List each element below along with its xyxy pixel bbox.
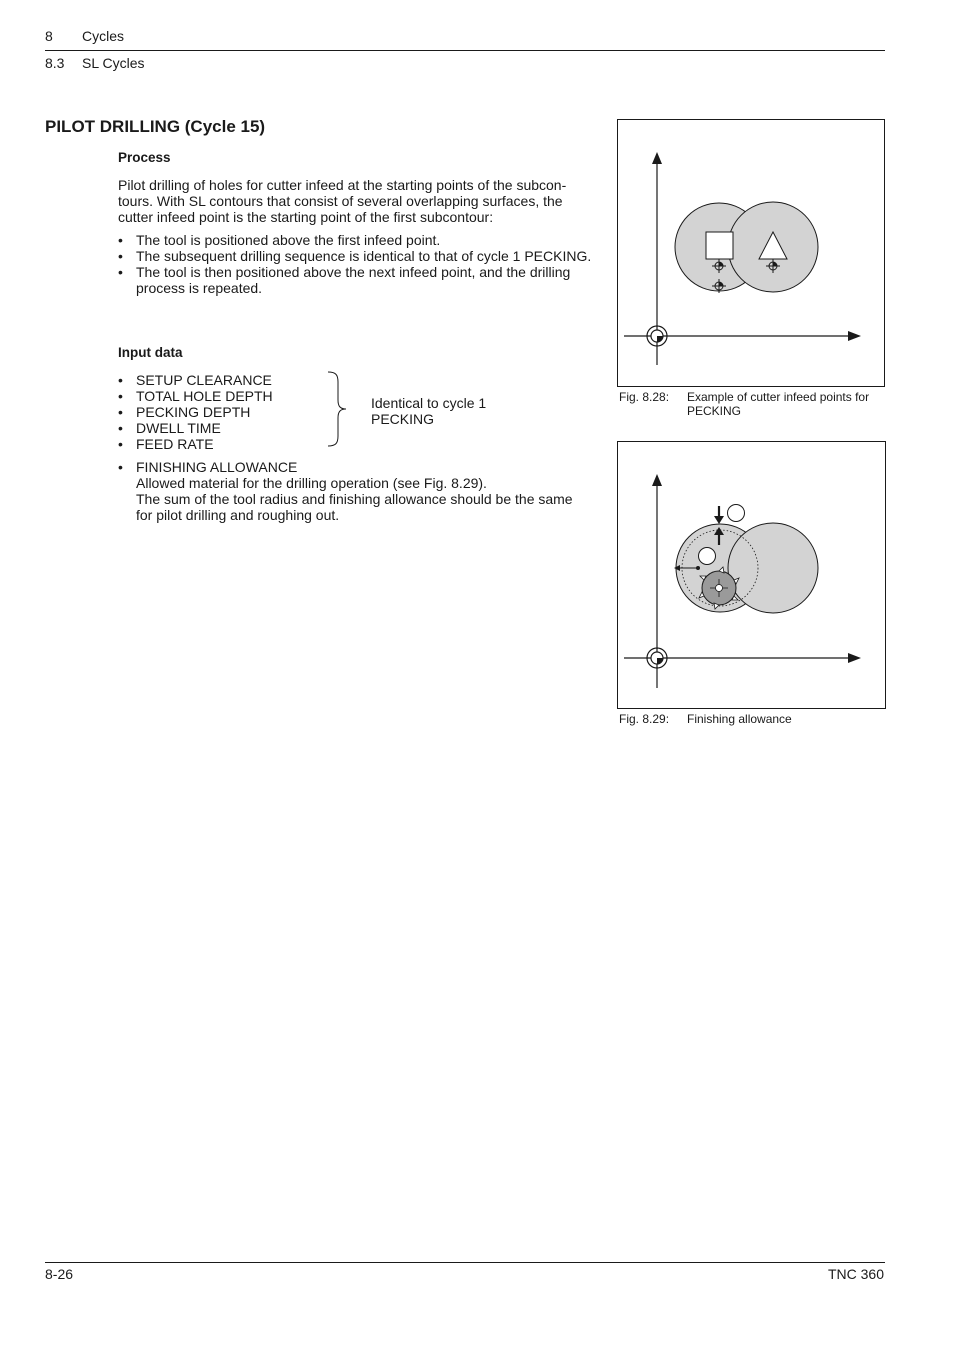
list-item: • SETUP CLEARANCE bbox=[118, 372, 338, 388]
process-heading: Process bbox=[118, 150, 171, 165]
input-data-heading: Input data bbox=[118, 345, 183, 360]
page-number: 8-26 bbox=[45, 1266, 74, 1282]
list-item: • FEED RATE bbox=[118, 436, 338, 452]
list-item: • The tool is positioned above the first infeed point. bbox=[118, 232, 592, 248]
figure-8-28 bbox=[617, 119, 885, 387]
chapter-title: Cycles bbox=[82, 28, 125, 44]
section-title: SL Cycles bbox=[82, 55, 145, 71]
footer-rule bbox=[45, 1262, 885, 1263]
square-island bbox=[706, 232, 733, 259]
finishing-allowance-desc-2: The sum of the tool radius and finishing allowance should be the same for pilot drilling and roughing out. bbox=[136, 491, 573, 523]
x-axis-arrow bbox=[848, 331, 861, 341]
callout-circle bbox=[699, 548, 716, 565]
figure-8-29 bbox=[617, 441, 886, 709]
figure-8-29-caption: Fig. 8.29: Finishing allowance bbox=[619, 712, 792, 726]
list-item: • The subsequent drilling sequence is identical to that of cycle 1 PECKING. bbox=[118, 248, 592, 264]
page-title: PILOT DRILLING (Cycle 15) bbox=[45, 117, 266, 136]
finishing-allowance-label: • FINISHING ALLOWANCE bbox=[136, 459, 298, 475]
header-rule bbox=[45, 50, 885, 51]
curly-brace bbox=[322, 370, 352, 448]
input-parameter-list bbox=[118, 372, 338, 452]
product-name: TNC 360 bbox=[827, 1266, 884, 1282]
finishing-allowance-list bbox=[118, 459, 592, 523]
figure-8-28-caption: Fig. 8.28: Example of cutter infeed points for PECKING bbox=[619, 390, 870, 418]
list-item: • TOTAL HOLE DEPTH bbox=[118, 388, 338, 404]
list-item: • DWELL TIME bbox=[118, 420, 338, 436]
process-bullet-list bbox=[118, 232, 592, 296]
x-axis-arrow bbox=[848, 653, 861, 663]
contour-circle-right bbox=[728, 523, 818, 613]
list-item: • The tool is then positioned above the next infeed point, and the drilling process is repeated. bbox=[118, 264, 592, 296]
finishing-allowance-desc-1: Allowed material for the drilling operation (see Fig. 8.29). bbox=[136, 475, 487, 491]
section-number: 8.3 bbox=[45, 55, 65, 71]
y-axis-arrow bbox=[652, 152, 662, 164]
brace-note: Identical to cycle 1 PECKING bbox=[371, 395, 487, 427]
list-item bbox=[118, 459, 592, 523]
y-axis-arrow bbox=[652, 474, 662, 486]
callout-circle bbox=[728, 505, 745, 522]
chapter-number: 8 bbox=[45, 28, 53, 44]
finishing-allowance-diagram bbox=[618, 442, 885, 708]
process-intro: Pilot drilling of holes for cutter infeed at the starting points of the subcon-tours. With SL contours that consist of several overlapping surfaces, the cutter infeed point is the starting point of the first subcontour: bbox=[118, 177, 567, 225]
list-item: • PECKING DEPTH bbox=[118, 404, 338, 420]
cutter-infeed-diagram bbox=[618, 120, 884, 386]
